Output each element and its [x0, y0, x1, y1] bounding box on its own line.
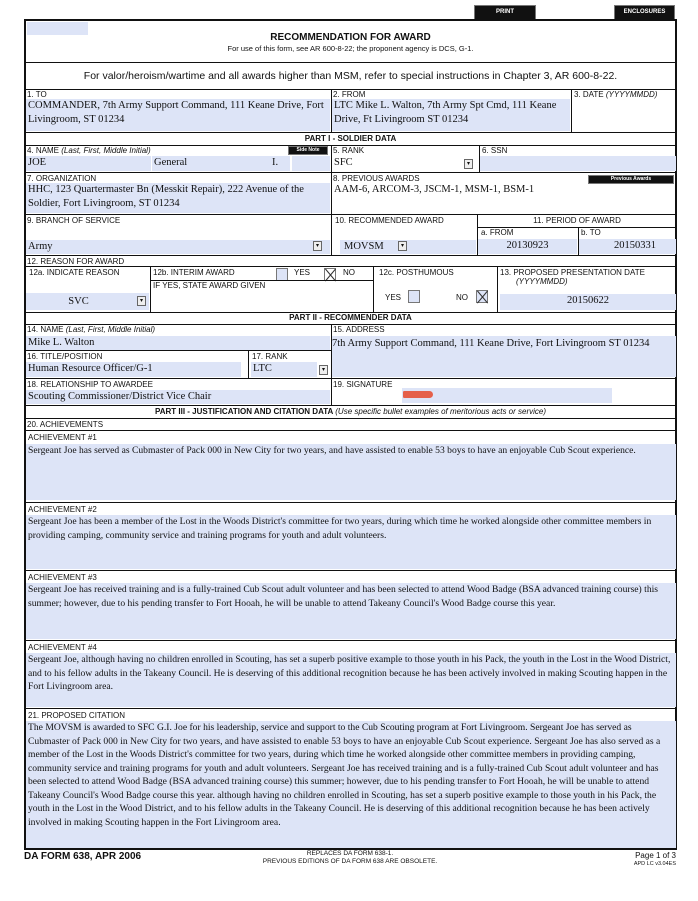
presentation-date-field[interactable]: 20150622	[500, 294, 676, 310]
part3-hint: (Use specific bullet examples of meritorious acts or service)	[335, 407, 547, 416]
previous-awards-field[interactable]: AAM-6, ARCOM-3, JSCM-1, MSM-1, BSM-1	[334, 184, 535, 195]
organization-label: 7. ORGANIZATION	[27, 174, 97, 183]
recommended-award-label: 10. RECOMMENDED AWARD	[335, 216, 444, 225]
replaces-note: REPLACES DA FORM 638-1.	[306, 850, 394, 857]
rank-label: 5. RANK	[333, 146, 365, 155]
recommender-rank-select[interactable]: LTC	[251, 362, 317, 377]
posthumous-yes-checkbox[interactable]	[408, 290, 420, 303]
print-button[interactable]: PRINT	[474, 5, 536, 20]
to-field[interactable]: COMMANDER, 7th Army Support Command, 111 Keane Drive, Fort Livingroom, ST 01234	[26, 99, 330, 131]
title-field[interactable]: Human Resource Officer/G-1	[26, 362, 241, 377]
presentation-date-label: 13. PROPOSED PRESENTATION DATE	[500, 268, 645, 277]
last-name-field[interactable]: JOE	[26, 156, 151, 171]
achievement-4-label: ACHIEVEMENT #4	[28, 643, 97, 652]
ssn-label: 6. SSN	[482, 146, 508, 155]
achievement-2-field[interactable]: Sergeant Joe has been a member of the Lost in the Woods District's committee for two years, during which time he worked alongside other committee members in providing camping, community service and training programs for youth and adult volunteers.	[26, 515, 676, 569]
posthumous-yes-label: YES	[385, 293, 402, 302]
relationship-label: 18. RELATIONSHIP TO AWARDEE	[27, 380, 153, 389]
recommender-name-label: 14. NAME	[27, 325, 64, 334]
period-from-label: a. FROM	[481, 228, 514, 237]
signature-field[interactable]	[402, 388, 612, 403]
achievements-label: 20. ACHIEVEMENTS	[27, 420, 104, 429]
period-to-label: b. TO	[581, 228, 601, 237]
posthumous-no-checkbox[interactable]	[476, 290, 488, 303]
branch-label: 9. BRANCH OF SERVICE	[27, 216, 121, 225]
address-field[interactable]: 7th Army Support Command, 111 Keane Drive, Fort Livingroom ST 01234	[332, 336, 676, 377]
date-label: 3. DATE	[574, 90, 604, 99]
recommender-rank-dropdown-icon[interactable]: ▾	[319, 365, 328, 375]
rank-select[interactable]: SFC	[334, 157, 353, 168]
from-field[interactable]: LTC Mike L. Walton, 7th Army Spt Cmd, 111 Keane Drive, Ft Livingroom ST 01234	[332, 99, 570, 131]
relationship-field[interactable]: Scouting Commissioner/District Vice Chair	[26, 390, 330, 404]
date-hint: (YYYYMMDD)	[605, 90, 658, 99]
presentation-date-hint: (YYYYMMDD)	[516, 277, 568, 286]
interim-no-label: NO	[343, 268, 355, 277]
reason-label: 12. REASON FOR AWARD	[27, 257, 125, 266]
interim-award-label: 12b. INTERIM AWARD	[153, 268, 235, 277]
achievement-1-label: ACHIEVEMENT #1	[28, 433, 97, 442]
part1-header: PART I - SOLDIER DATA	[304, 134, 397, 143]
interim-award-given-label: IF YES, STATE AWARD GIVEN	[153, 281, 266, 290]
name-label: 4. NAME	[27, 146, 60, 155]
middle-initial-field[interactable]: I.	[272, 157, 279, 168]
first-name-field[interactable]: General	[152, 156, 290, 171]
achievement-3-field[interactable]: Sergeant Joe has received training and is a fully-trained Cub Scout adult volunteer and has been selected to attend Wood Badge (BSA advanced training course) this summer; however, due to his pending transfer to Fort Hooah, he will be unable to attend Takeany Council's Wood Badge course this year.	[26, 583, 676, 639]
achievement-1-field[interactable]: Sergeant Joe has served as Cubmaster of Pack 000 in New City for two years, and have assisted to enable 53 boys to have an enjoyable Cub Scout experience.	[26, 444, 676, 500]
citation-field[interactable]: The MOVSM is awarded to SFC G.I. Joe for his leadership, service and support to the Cub Scouting program at Fort Livingroom. Sergeant Joe has served as Cubmaster of Pack 000 in New City for two years, and have assisted to enable 53 boys to have an enjoyable Cub Scout experience. Sergeant Joe has also served as a member of the Lost in the Woods District's committee for two years, during which time he worked alongside other committee members in providing camping, community service and training programs for youth and adult volunteers. Sergeant Joe has received training and is a fully-trained Cub Scout adult volunteer and has been selected to attend Wood Badge (BSA advanced training course) this summer; however, due to his pending transfer to Fort Hooah, he will be unable to attend Takeany Council's Wood Badge course this year. although having no children enrolled in Scouting, has set a superb positive example to those youth in his Pack, the youth in the Lost in the Wood District, and to his fellow adults in the Takeany Council. He is deserving of this additional recognition because he has been actively involved in making Scouting happen in the Fort Livingroom area.	[26, 721, 676, 848]
address-label: 15. ADDRESS	[333, 325, 385, 334]
branch-select[interactable]: Army	[26, 240, 330, 254]
recommender-rank-label: 17. RANK	[252, 352, 288, 361]
sign-here-flag-icon[interactable]	[403, 391, 433, 398]
name-hint: (Last, First, Middle Initial)	[61, 146, 151, 155]
organization-field[interactable]: HHC, 123 Quartermaster Bn (Messkit Repair), 222 Avenue of the Soldier, Fort Livingroom, ST 01234	[26, 183, 330, 213]
previous-awards-button[interactable]: Previous Awards	[588, 175, 674, 184]
title-label: 16. TITLE/POSITION	[27, 352, 103, 361]
side-note-button[interactable]: Side Note	[288, 146, 328, 155]
interim-yes-label: YES	[294, 268, 311, 277]
period-from-field[interactable]: 20130923	[478, 239, 577, 254]
name-suffix-field[interactable]	[292, 156, 330, 171]
from-label: 2. FROM	[333, 90, 366, 99]
previous-awards-label: 8. PREVIOUS AWARDS	[333, 174, 420, 183]
obsolete-note: PREVIOUS EDITIONS OF DA FORM 638 ARE OBSOLETE.	[262, 858, 438, 865]
achievement-3-label: ACHIEVEMENT #3	[28, 573, 97, 582]
achievement-2-label: ACHIEVEMENT #2	[28, 505, 97, 514]
enclosures-button[interactable]: ENCLOSURES	[614, 5, 675, 20]
recommender-name-field[interactable]: Mike L. Walton	[26, 336, 330, 350]
version-label: APD LC v3.04ES	[633, 861, 676, 867]
rank-dropdown-icon[interactable]: ▾	[464, 159, 473, 169]
notice: For valor/heroism/wartime and all awards higher than MSM, refer to special instructions in Chapter 3, AR 600-8-22.	[83, 70, 618, 82]
period-label: 11. PERIOD OF AWARD	[533, 216, 621, 225]
reason-dropdown-icon[interactable]: ▾	[137, 296, 146, 306]
posthumous-label: 12c. POSTHUMOUS	[379, 268, 454, 277]
reason-select[interactable]: SVC	[26, 293, 149, 310]
part3-header: PART III - JUSTIFICATION AND CITATION DATA	[154, 407, 334, 416]
part2-header: PART II - RECOMMENDER DATA	[289, 313, 412, 322]
indicate-reason-label: 12a. INDICATE REASON	[29, 268, 120, 277]
to-label: 1. TO	[27, 90, 47, 99]
achievement-4-field[interactable]: Sergeant Joe, although having no children enrolled in Scouting, has set a superb positive example to those youth in his Pack, the youth in the Lost in the Wood District, and to his fellow adults in the Takeany Council. He is deserving of this additional recognition because he has been actively involved in making Scouting happen in the Fort Livingroom area.	[26, 653, 676, 707]
form-subtitle: For use of this form, see AR 600-8-22; the proponent agency is DCS, G-1.	[227, 44, 474, 53]
signature-label: 19. SIGNATURE	[333, 380, 393, 389]
form-title: RECOMMENDATION FOR AWARD	[270, 32, 431, 43]
form-number: DA FORM 638, APR 2006	[24, 851, 142, 862]
recommended-award-select[interactable]: MOVSM	[340, 240, 476, 254]
posthumous-no-label: NO	[456, 293, 468, 302]
award-dropdown-icon[interactable]: ▾	[398, 241, 407, 251]
period-to-field[interactable]: 20150331	[579, 239, 676, 254]
citation-label: 21. PROPOSED CITATION	[28, 711, 126, 720]
branch-dropdown-icon[interactable]: ▾	[313, 241, 322, 251]
page-number: Page 1 of 3	[635, 851, 676, 860]
ssn-field[interactable]	[480, 156, 676, 171]
recommender-name-hint: (Last, First, Middle Initial)	[65, 325, 156, 334]
